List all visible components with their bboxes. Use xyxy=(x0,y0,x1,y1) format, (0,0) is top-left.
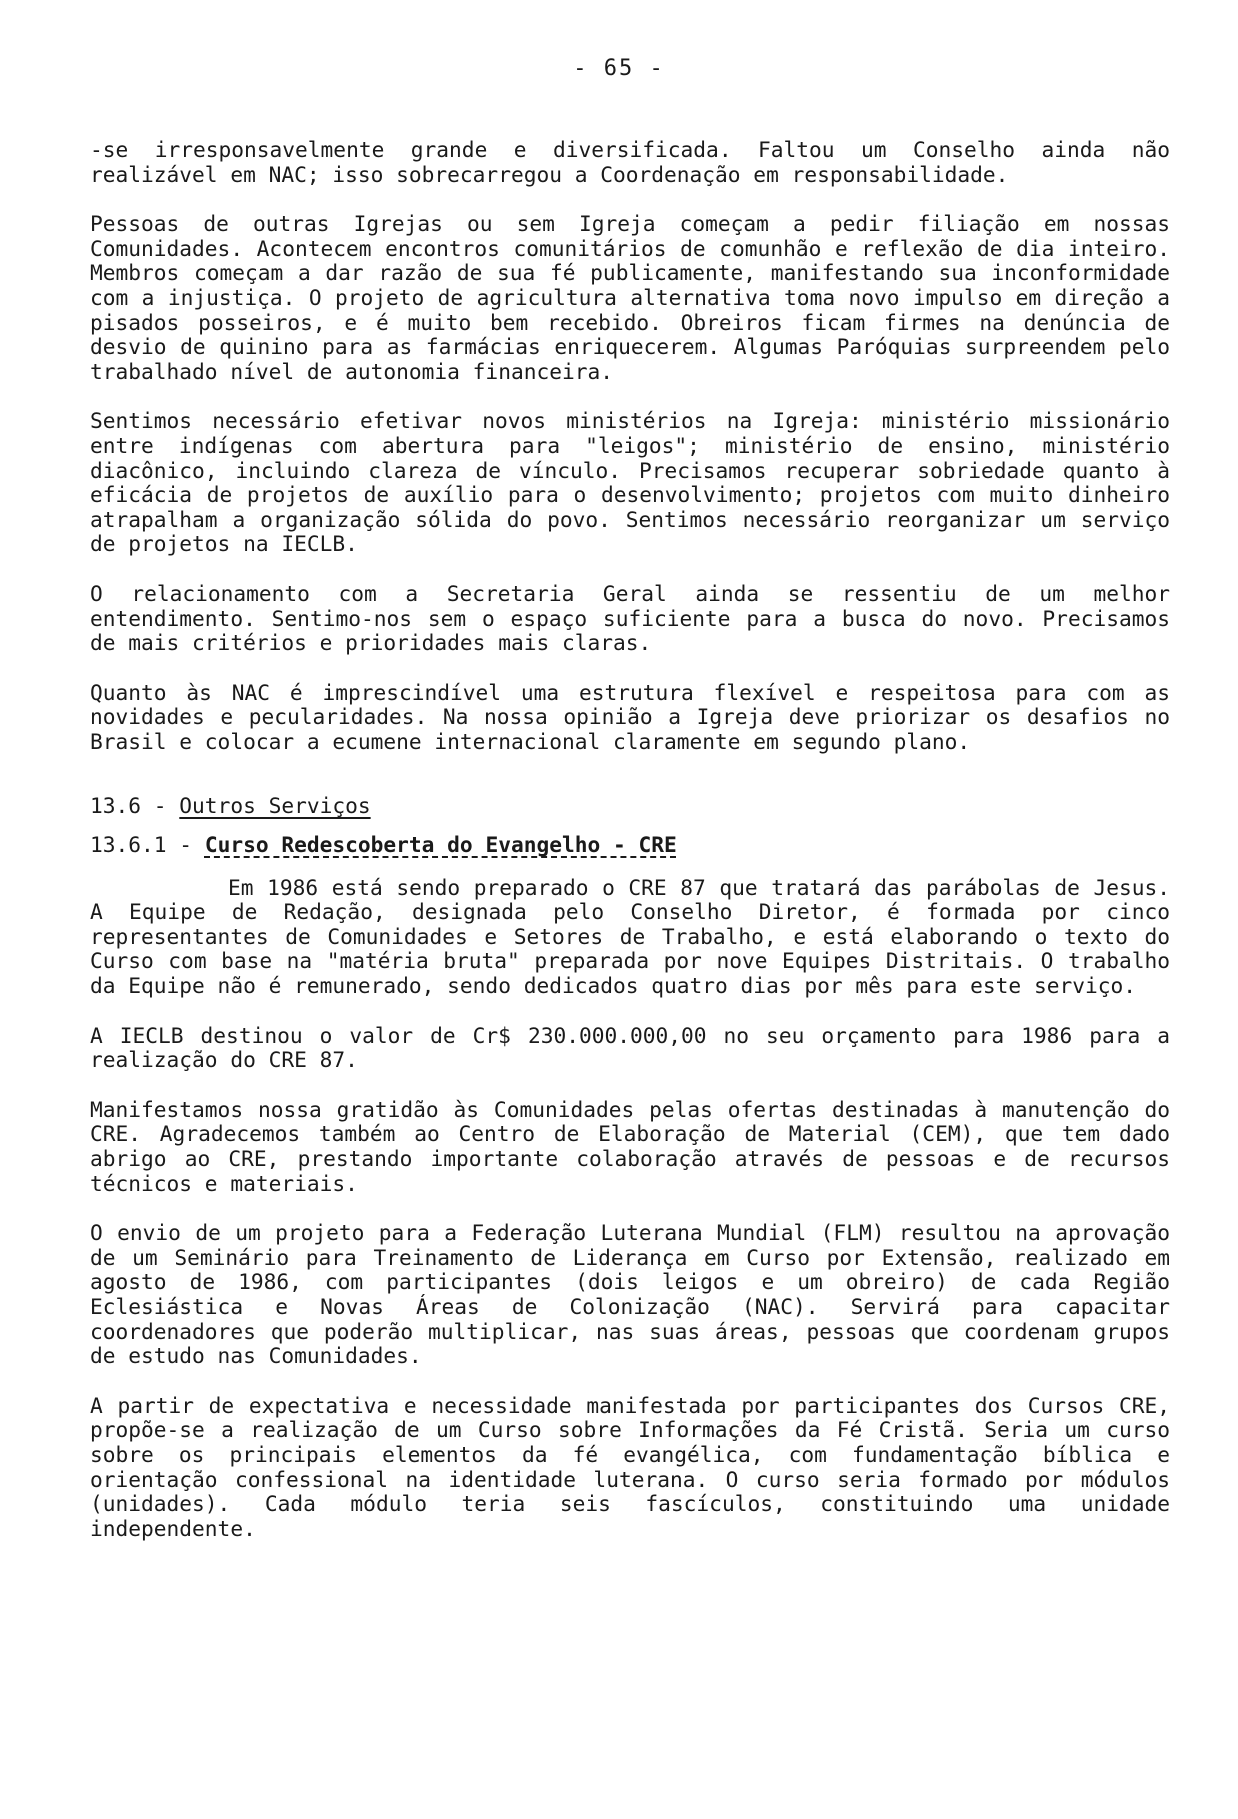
paragraph-cre-87: Em 1986 está sendo preparado o CRE 87 que tratará das parábolas de Jesus. A Equipe de Redação, designada pelo Conselho Diretor, é formada por cinco representantes de Comunidades e Setores de Trabalho, e está elaborando o texto do Curso com base na "matéria bruta" preparada por nove Equipes Distritais. O trabalho da Equipe não é remunerado, sendo dedicados quatro dias por mês para este serviço. xyxy=(90,874,1170,999)
page-number: - 65 - xyxy=(573,56,665,81)
paragraph-responsibility: -se irresponsavelmente grande e diversificada. Faltou um Conselho ainda não realizável em NAC; isso sobrecarregou a Coordenação em responsabilidade. xyxy=(90,137,1170,187)
paragraph-ministries: Sentimos necessário efetivar novos ministérios na Igreja: ministério missionário entre indígenas com abertura para "leigos"; ministério de ensino, ministério diacônico, incluindo clareza de vínculo. Precisamos recuperar sobriedade quanto à eficácia de projetos de auxílio para o desenvolvimento; projetos com muito dinheiro atrapalham a organização sólida do povo. Sentimos necessário reorganizar um serviço de projetos na IECLB. xyxy=(90,408,1170,557)
paragraph-communities: Pessoas de outras Igrejas ou sem Igreja começam a pedir filiação em nossas Comunidades. Acontecem encontros comunitários de comunhão e reflexão de dia inteiro. Membros começam a dar razão de sua fé publicamente, manifestando sua inconformidade com a injustiça. O projeto de agricultura alternativa toma novo impulso em direção a pisados posseiros, e é muito bem recebido. Obreiros ficam firmes na denúncia de desvio de quinino para as farmácias enriquecerem. Algumas Paróquias surpreendem pelo trabalhado nível de autonomia financeira. xyxy=(90,211,1170,384)
section-number: 13.6 - xyxy=(90,793,180,819)
body-text xyxy=(90,138,1170,1566)
section-title: Outros Serviços xyxy=(179,793,371,819)
paragraph-flm-seminar: O envio de um projeto para a Federação Luterana Mundial (FLM) resultou na aprovação de um Seminário para Treinamento de Liderança em Curso por Extensão, realizado em agosto de 1986, com participantes (dois leigos e um obreiro) de cada Região Eclesiástica e Novas Áreas de Colonização (NAC). Servirá para capacitar coordenadores que poderão multiplicar, nas suas áreas, pessoas que coordenam grupos de estudo nas Comunidades. xyxy=(90,1220,1170,1369)
subsection-heading xyxy=(90,833,1170,858)
subsection-number: 13.6.1 - xyxy=(90,832,205,858)
paragraph-gratitude: Manifestamos nossa gratidão às Comunidades pelas ofertas destinadas à manutenção do CRE. Agradecemos também ao Centro de Elaboração de Material (CEM), que tem dado abrigo ao CRE, prestando importante colaboração através de pessoas e de recursos técnicos e materiais. xyxy=(90,1096,1170,1196)
paragraph-budget: A IECLB destinou o valor de Cr$ 230.000.000,00 no seu orçamento para 1986 para a realização do CRE 87. xyxy=(90,1022,1170,1073)
section-heading xyxy=(90,794,1170,819)
paragraph-new-course: A partir de expectativa e necessidade manifestada por participantes dos Cursos CRE, propõe-se a realização de um Curso sobre Informações da Fé Cristã. Seria um curso sobre os principais elementos da fé evangélica, com fundamentação bíblica e orientação confessional na identidade luterana. O curso seria formado por módulos (unidades). Cada módulo teria seis fascículos, constituindo uma unidade independente. xyxy=(90,1392,1170,1541)
paragraph-secretariat: O relacionamento com a Secretaria Geral ainda se ressentiu de um melhor entendimento. Sentimo-nos sem o espaço suficiente para a busca do novo. Precisamos de mais critérios e prioridades mais claras. xyxy=(90,580,1170,656)
subsection-title: Curso Redescoberta do Evangelho - CRE xyxy=(204,832,677,858)
paragraph-nac-structure: Quanto às NAC é imprescindível uma estrutura flexível e respeitosa para com as novidades e pecularidades. Na nossa opinião a Igreja deve priorizar os desafios no Brasil e colocar a ecumene internacional claramente em segundo plano. xyxy=(90,679,1170,754)
